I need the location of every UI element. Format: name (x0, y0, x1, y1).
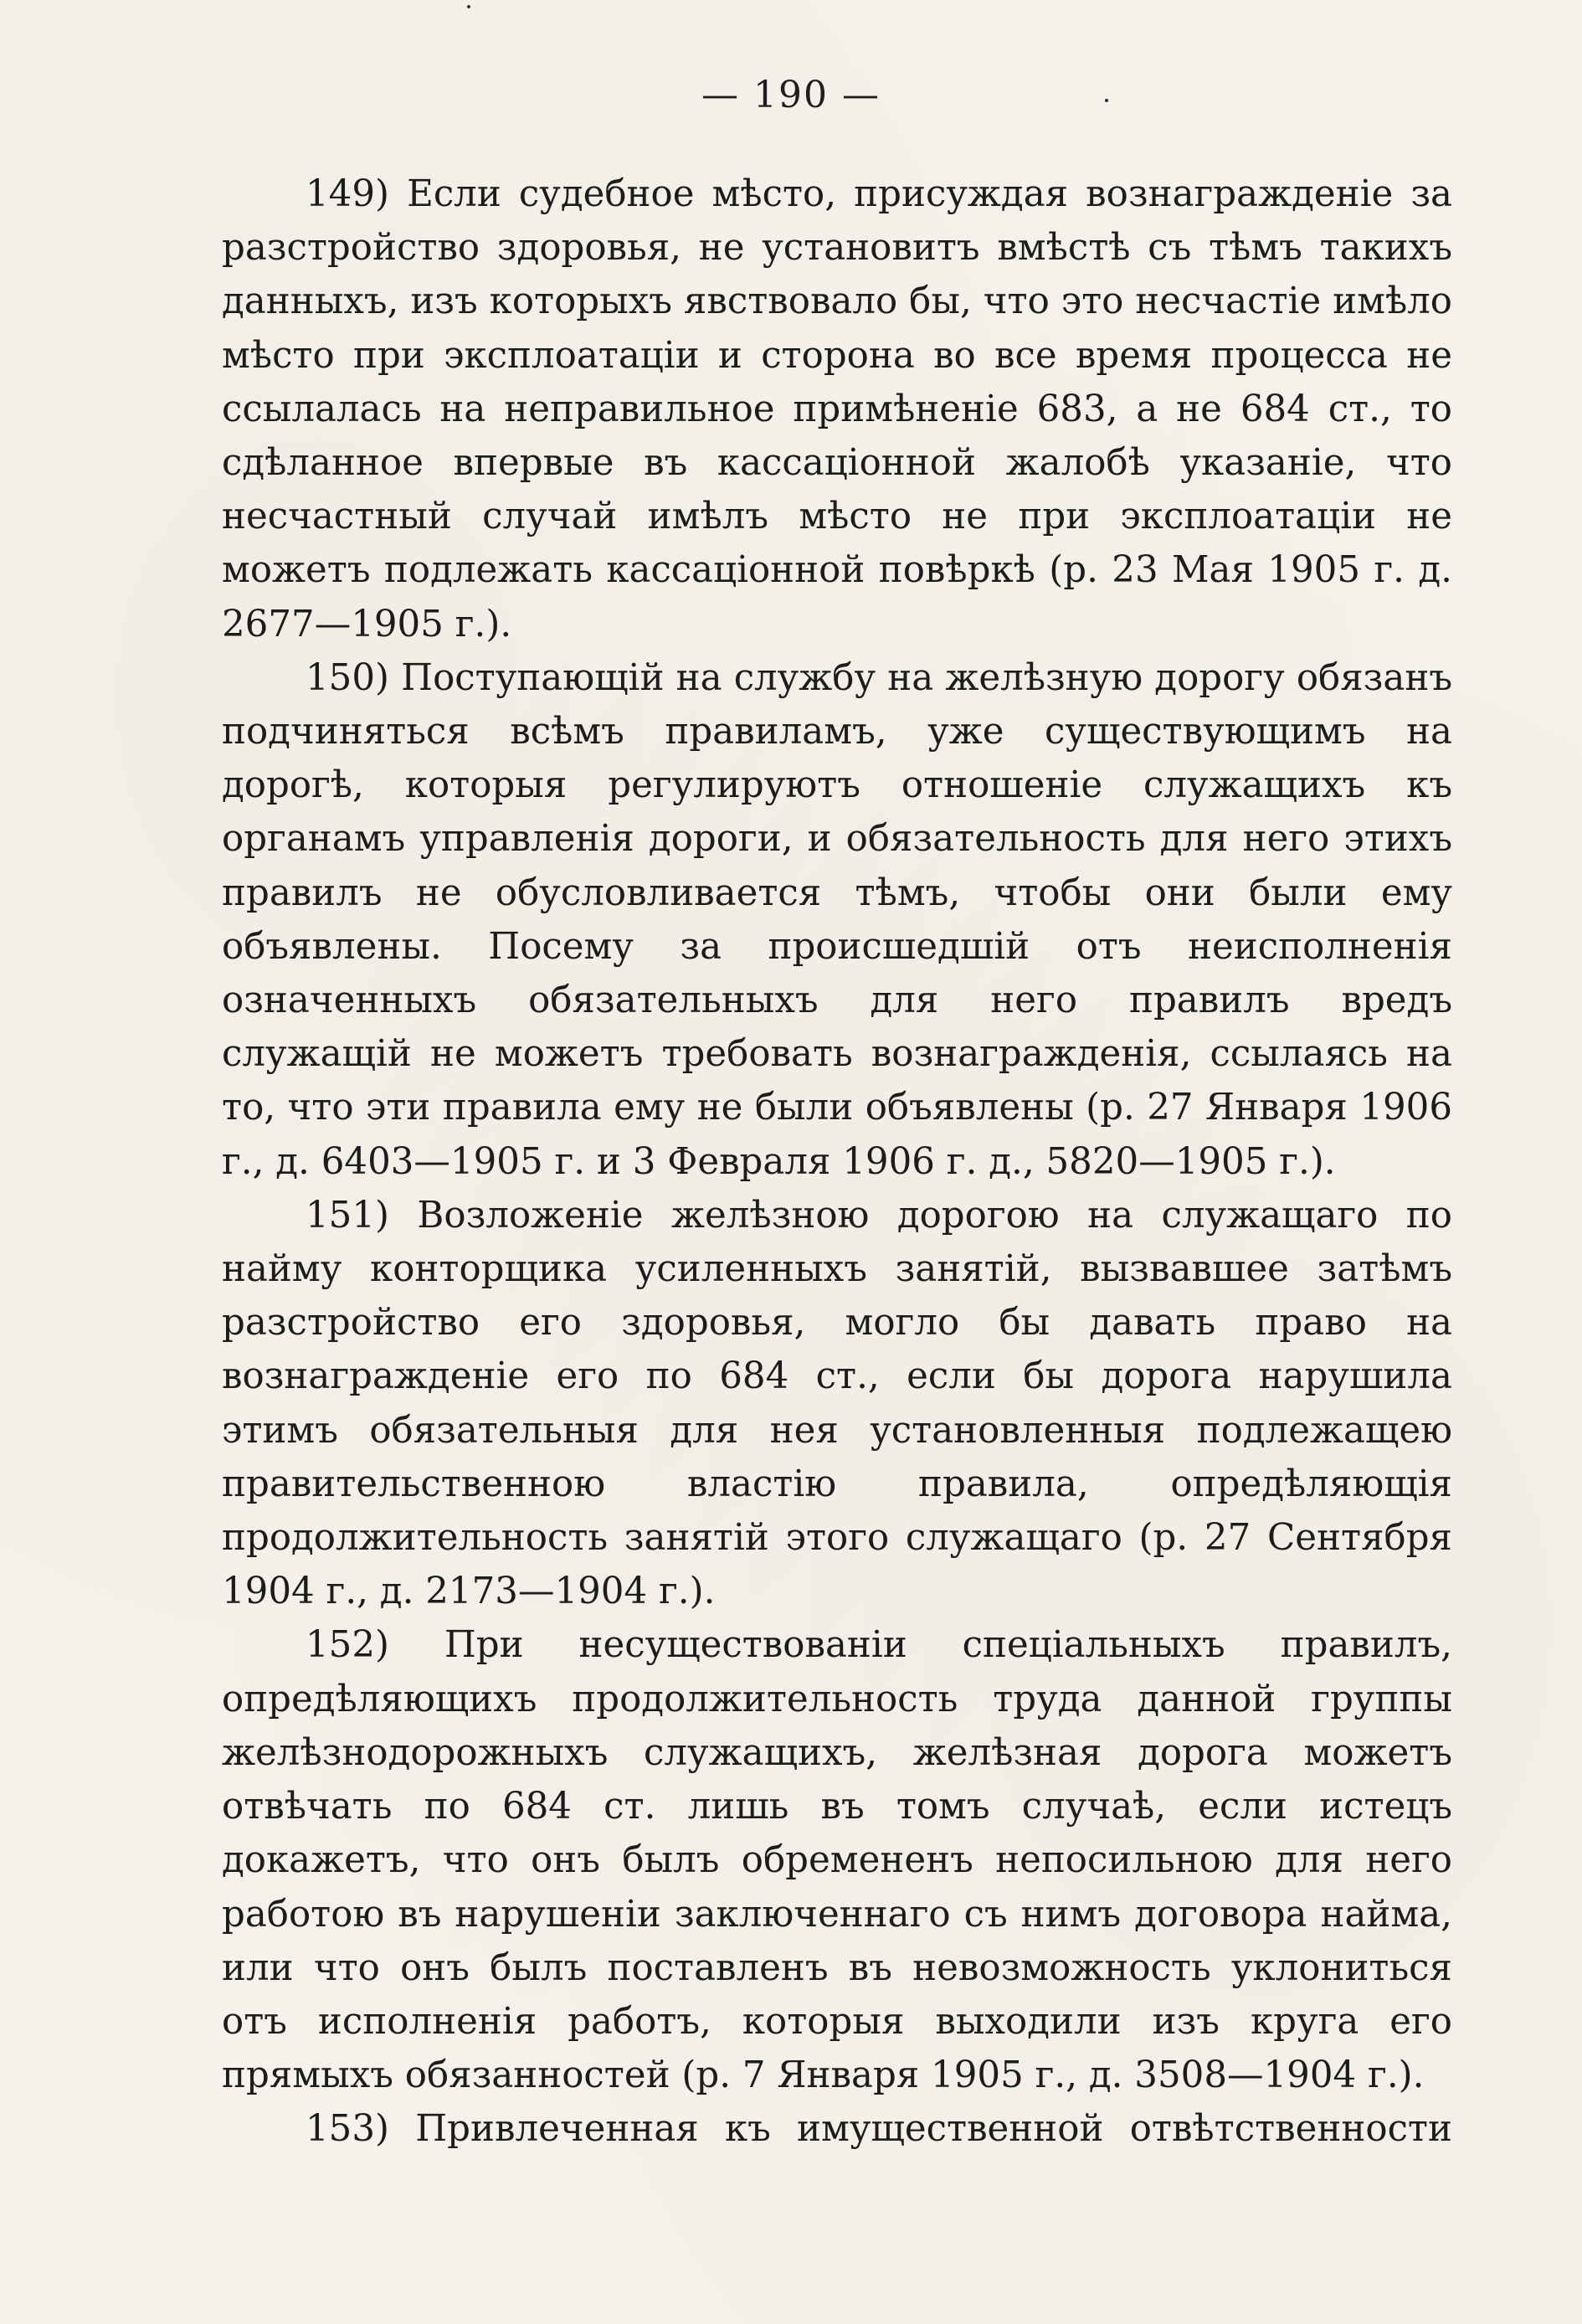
ink-speck (1105, 99, 1108, 102)
page-number: — 190 — (701, 74, 881, 116)
paragraph-151: 151) Возложеніе желѣзною дорогою на служащаго по найму конторщика усиленныхъ занятій, вызвавшее затѣмъ разстройство его здоровья, могло бы давать право на вознагражденіе его по 684 ст., если бы дорога нарушила этимъ обязательныя для нея установленныя подлежащею правительственною властію правила, опредѣляющія продолжительность занятій этого служащаго (р. 27 Сентября 1904 г., д. 2173—1904 г.). (222, 1194, 1452, 1613)
paragraph-149: 149) Если судебное мѣсто, присуждая вознагражденіе за разстройство здоровья, не установитъ вмѣстѣ съ тѣмъ такихъ данныхъ, изъ которыхъ явствовало бы, что это несчастіе имѣло мѣсто при эксплоатаціи и сторона во все время процесса не ссылалась на неправильное примѣненіе 683, а не 684 ст., то сдѣланное впервые въ кассаціонной жалобѣ указаніе, что несчастный случай имѣлъ мѣсто не при эксплоатаціи не можетъ подлежать кассаціонной повѣркѣ (р. 23 Мая 1905 г. д. 2677—1905 г.). (222, 173, 1452, 645)
paragraph-150: 150) Поступающій на службу на желѣзную дорогу обязанъ подчиняться всѣмъ правиламъ, уже существующимъ на дорогѣ, которыя регулируютъ отношеніе служащихъ къ органамъ управленія дороги, и обязательность для него этихъ правилъ не обусловливается тѣмъ, чтобы они были ему объявлены. Посему за происшедшій отъ неисполненія означенныхъ обязательныхъ для него правилъ вредъ служащій не можетъ требовать вознагражденія, ссылаясь на то, что эти правила ему не были объявлены (р. 27 Января 1906 г., д. 6403—1905 г. и 3 Февраля 1906 г. д., 5820—1905 г.). (222, 656, 1452, 1183)
page-body (222, 167, 1452, 2157)
ink-speck (467, 5, 470, 8)
paragraph-153: 153) Привлеченная къ имущественной отвѣтственности (306, 2108, 1452, 2151)
paragraph-152: 152) При несуществованіи спеціальныхъ правилъ, опредѣляющихъ продолжительность труда данной группы желѣзнодорожныхъ служащихъ, желѣзная дорога можетъ отвѣчать по 684 ст. лишь въ томъ случаѣ, если истецъ докажетъ, что онъ былъ обремененъ непосильною для него работою въ нарушеніи заключеннаго съ нимъ договора найма, или что онъ былъ поставленъ въ невозможность уклониться отъ исполненія работъ, которыя выходили изъ круга его прямыхъ обязанностей (р. 7 Января 1905 г., д. 3508—1904 г.). (222, 1624, 1452, 2097)
